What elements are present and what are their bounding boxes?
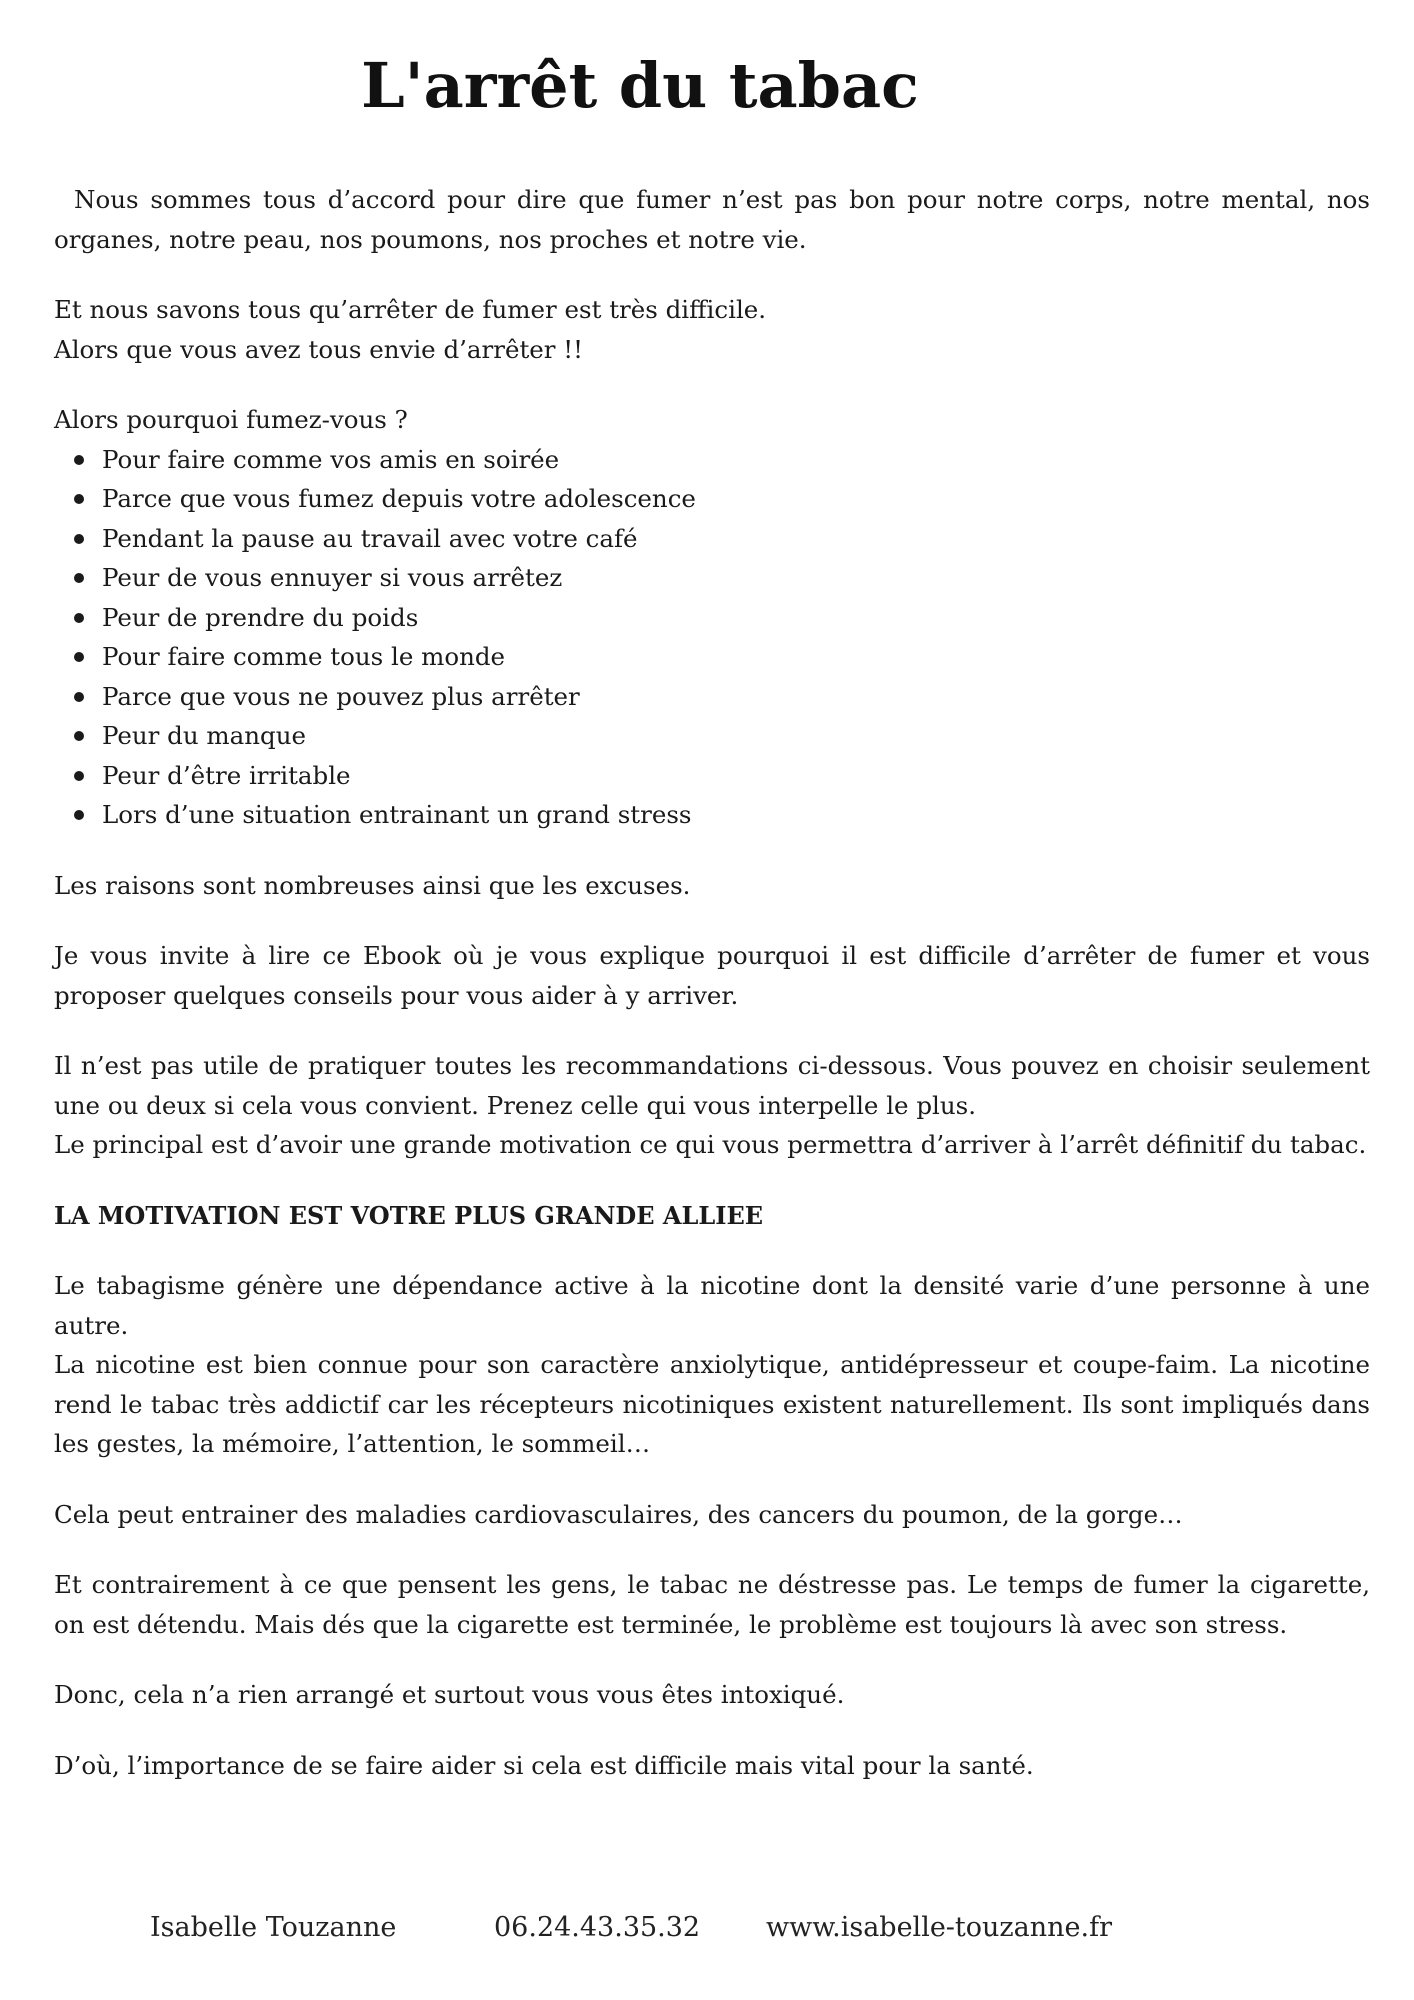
footer-phone: 06.24.43.35.32	[494, 1912, 701, 1943]
list-item-text: Parce que vous ne pouvez plus arrêter	[102, 681, 580, 711]
list-item-text: Pendant la pause au travail avec votre café	[102, 523, 638, 553]
list-item	[102, 440, 1370, 480]
paragraph-desire: Alors que vous avez tous envie d’arrêter !!	[54, 334, 583, 364]
paragraph-intoxique: Donc, cela n’a rien arrangé et surtout vous vous êtes intoxiqué.	[54, 1680, 845, 1709]
footer-website-link[interactable]: www.isabelle-touzanne.fr	[766, 1912, 1112, 1943]
paragraph-nicotine: La nicotine est bien connue pour son caractère anxiolytique, antidépresseur et coupe-faim. La nicotine rend le tabac très addictif car les récepteurs nicotiniques existent naturellement. Ils sont impliqués dans les gestes, la mémoire, l’attention, le sommeil…	[54, 1350, 1370, 1458]
list-item-text: Peur de prendre du poids	[102, 602, 419, 632]
list-item	[102, 795, 1370, 835]
bullet-icon	[74, 652, 84, 662]
bullet-icon	[74, 771, 84, 781]
list-item	[102, 756, 1370, 796]
list-item	[102, 637, 1370, 677]
intro-paragraph: Nous sommes tous d’accord pour dire que fumer n’est pas bon pour notre corps, notre mental, nos organes, notre peau, nos poumons, nos proches et notre vie.	[54, 185, 1370, 254]
section-heading: LA MOTIVATION EST VOTRE PLUS GRANDE ALLIEE	[54, 1200, 764, 1230]
document-body	[54, 180, 1370, 1816]
list-item	[102, 598, 1370, 638]
list-item	[102, 558, 1370, 598]
page-title: L'arrêt du tabac	[361, 49, 919, 122]
paragraph-motivation: Le principal est d’avoir une grande motivation ce qui vous permettra d’arriver à l’arrêt définitif du tabac.	[54, 1130, 1367, 1159]
list-item-text: Pour faire comme vos amis en soirée	[102, 444, 560, 474]
list-item	[102, 479, 1370, 519]
paragraph-importance: D’où, l’importance de se faire aider si cela est difficile mais vital pour la santé.	[54, 1750, 1034, 1780]
list-item-text: Peur d’être irritable	[102, 760, 351, 790]
bullet-icon	[74, 494, 84, 504]
paragraph-reasons: Les raisons sont nombreuses ainsi que les excuses.	[54, 870, 691, 900]
list-item	[102, 716, 1370, 756]
bullet-icon	[74, 455, 84, 465]
paragraph-maladies: Cela peut entrainer des maladies cardiovasculaires, des cancers du poumon, de la gorge…	[54, 1499, 1183, 1529]
paragraph-recommendations: Il n’est pas utile de pratiquer toutes les recommandations ci-dessous. Vous pouvez en choisir seulement une ou deux si cela vous convient. Prenez celle qui vous interpelle le plus.	[54, 1051, 1370, 1120]
footer	[150, 1908, 1250, 1948]
list-item	[102, 677, 1370, 717]
list-item	[102, 519, 1370, 559]
bullet-icon	[74, 810, 84, 820]
bullet-icon	[74, 731, 84, 741]
paragraph-difficulty: Et nous savons tous qu’arrêter de fumer est très difficile.	[54, 295, 767, 324]
question-line: Alors pourquoi fumez-vous ?	[54, 405, 408, 434]
list-item-text: Peur du manque	[102, 721, 306, 750]
paragraph-ebook-invite: Je vous invite à lire ce Ebook où je vous explique pourquoi il est difficile d’arrêter de fumer et vous proposer quelques conseils pour vous aider à y arriver.	[54, 941, 1370, 1010]
paragraph-dependance: Le tabagisme génère une dépendance active à la nicotine dont la densité varie d’une personne à une autre.	[54, 1271, 1370, 1340]
list-item-text: Lors d’une situation entrainant un grand stress	[102, 800, 692, 829]
footer-author-name: Isabelle Touzanne	[150, 1912, 397, 1943]
reasons-list	[54, 440, 1370, 835]
bullet-icon	[74, 613, 84, 623]
list-item-text: Parce que vous fumez depuis votre adolescence	[102, 484, 696, 513]
bullet-icon	[74, 692, 84, 702]
list-item-text: Peur de vous ennuyer si vous arrêtez	[102, 563, 563, 592]
paragraph-stress: Et contrairement à ce que pensent les gens, le tabac ne déstresse pas. Le temps de fumer la cigarette, on est détendu. Mais dés que la cigarette est terminée, le problème est toujours là avec son stress.	[54, 1570, 1370, 1639]
list-item-text: Pour faire comme tous le monde	[102, 642, 506, 671]
bullet-icon	[74, 573, 84, 583]
bullet-icon	[74, 534, 84, 544]
